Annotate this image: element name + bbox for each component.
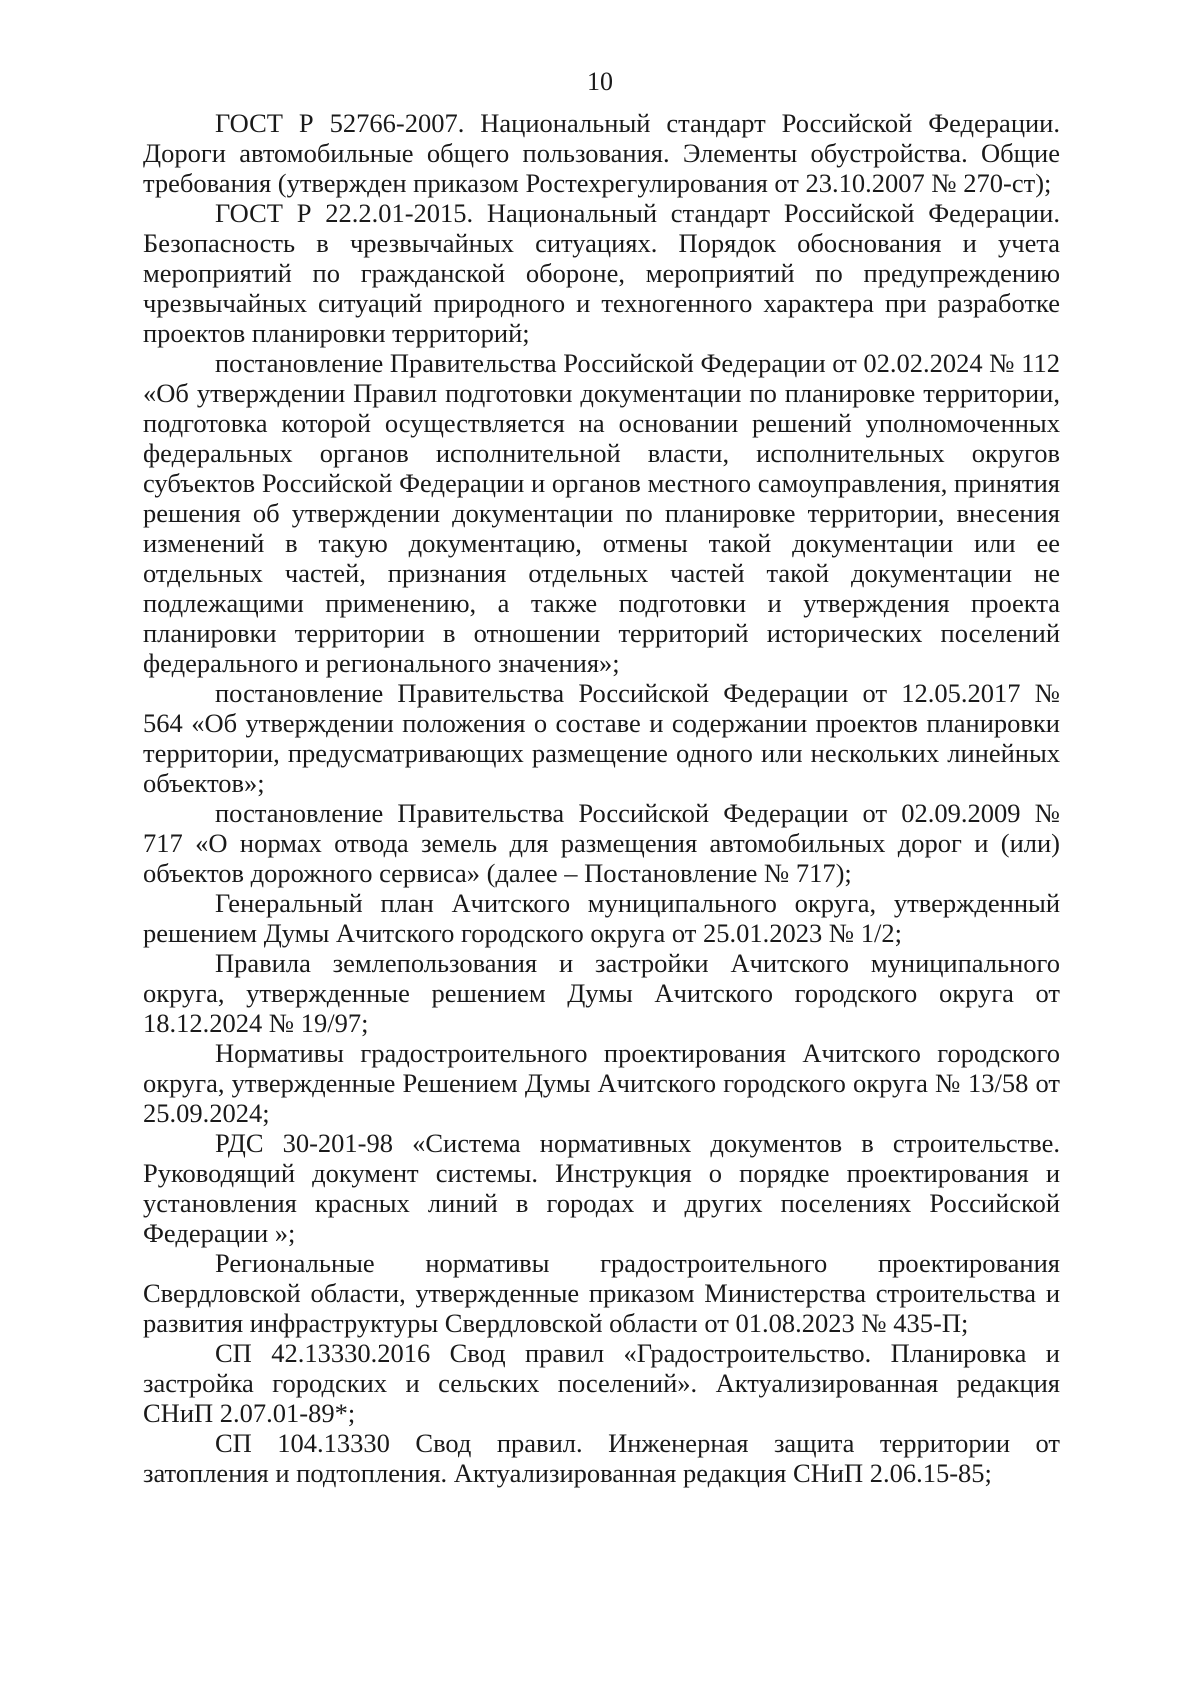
paragraph-gost-22-2-01: ГОСТ Р 22.2.01-2015. Национальный стандарт Российской Федерации. Безопасность в чрезвычайных ситуациях. Порядок обоснования и учета мероприятий по гражданской обороне, мероприятий по предупреждению чрезвычайных ситуаций природного и техногенного характера при разработке проектов планировки территорий;	[143, 198, 1060, 348]
paragraph-resolution-112: постановление Правительства Российской Федерации от 02.02.2024 № 112 «Об утверждении Правил подготовки документации по планировке территории, подготовка которой осуществляется на основании решений уполномоченных федеральных органов исполнительной власти, исполнительных округов субъектов Российской Федерации и органов местного самоуправления, принятия решения об утверждении документации по планировке территории, внесения изменений в такую документацию, отмены такой документации или ее отдельных частей, признания отдельных частей такой документации не подлежащими применению, а также подготовки и утверждения проекта планировки территории в отношении территорий исторических поселений федерального и регионального значения»;	[143, 348, 1060, 678]
page-number: 10	[587, 67, 613, 96]
paragraph-local-norms: Нормативы градостроительного проектирования Ачитского городского округа, утвержденные Решением Думы Ачитского городского округа № 13/58 от 25.09.2024;	[143, 1038, 1060, 1128]
paragraph-general-plan: Генеральный план Ачитского муниципального округа, утвержденный решением Думы Ачитского городского округа от 25.01.2023 № 1/2;	[143, 888, 1060, 948]
paragraph-sp-104-13330: СП 104.13330 Свод правил. Инженерная защита территории от затопления и подтопления. Актуализированная редакция СНиП 2.06.15-85;	[143, 1428, 1060, 1488]
paragraph-sp-42-13330: СП 42.13330.2016 Свод правил «Градостроительство. Планировка и застройка городских и сельских поселений». Актуализированная редакция СНиП 2.07.01-89*;	[143, 1338, 1060, 1428]
document-body	[143, 108, 1060, 1488]
paragraph-resolution-717: постановление Правительства Российской Федерации от 02.09.2009 № 717 «О нормах отвода земель для размещения автомобильных дорог и (или) объектов дорожного сервиса» (далее – Постановление № 717);	[143, 798, 1060, 888]
paragraph-regional-norms: Региональные нормативы градостроительного проектирования Свердловской области, утвержденные приказом Министерства строительства и развития инфраструктуры Свердловской области от 01.08.2023 № 435-П;	[143, 1248, 1060, 1338]
paragraph-rds-30-201-98: РДС 30-201-98 «Система нормативных документов в строительстве. Руководящий документ системы. Инструкция о порядке проектирования и установления красных линий в городах и других поселениях Российской Федерации »;	[143, 1128, 1060, 1248]
paragraph-gost-52766: ГОСТ Р 52766-2007. Национальный стандарт Российской Федерации. Дороги автомобильные общего пользования. Элементы обустройства. Общие требования (утвержден приказом Ростехрегулирования от 23.10.2007 № 270-ст);	[143, 108, 1060, 198]
paragraph-land-use-rules: Правила землепользования и застройки Ачитского муниципального округа, утвержденные решением Думы Ачитского городского округа от 18.12.2024 № 19/97;	[143, 948, 1060, 1038]
paragraph-resolution-564: постановление Правительства Российской Федерации от 12.05.2017 № 564 «Об утверждении положения о составе и содержании проектов планировки территории, предусматривающих размещение одного или нескольких линейных объектов»;	[143, 678, 1060, 798]
